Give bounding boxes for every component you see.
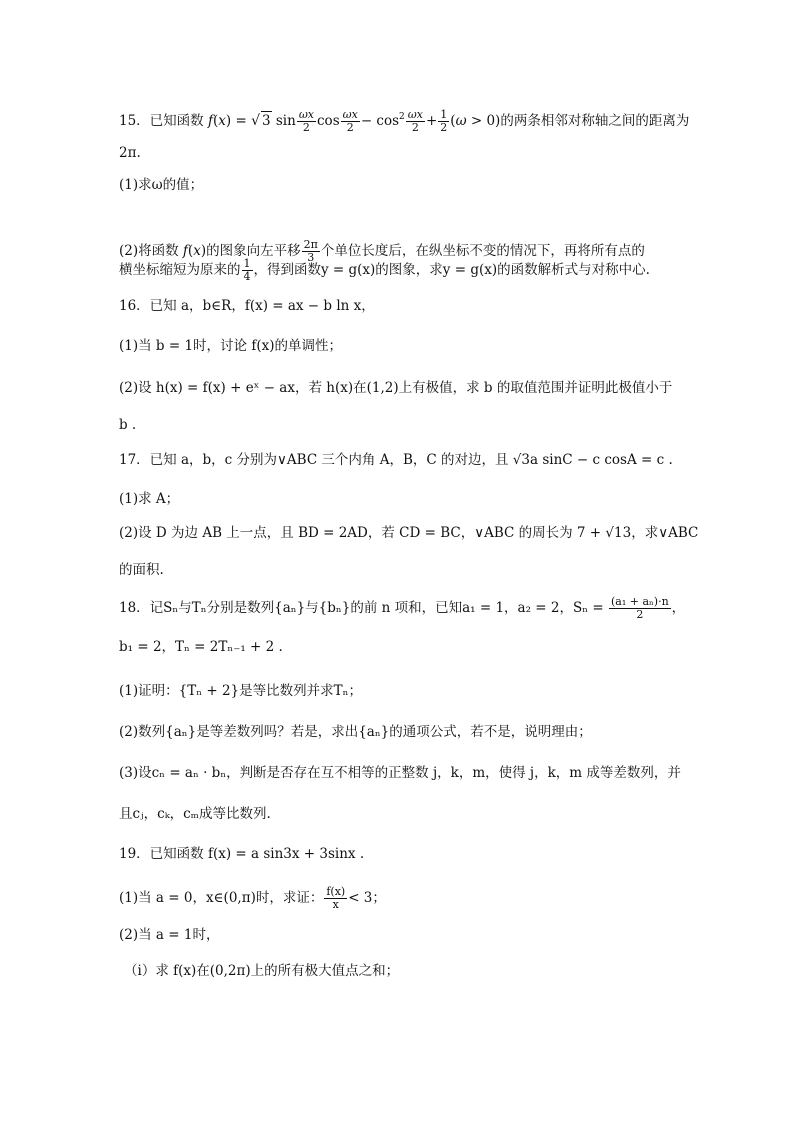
p19-q2: (2)当 a = 1时， (119, 927, 220, 943)
p17-q2: (2)设 D 为边 AB 上一点，且 BD = 2AD，若 CD = BC，∨ABC 的周长为 7 + √13，求∨ABC (119, 525, 699, 541)
p18-frac-num: (a₁ + aₙ)·n (611, 595, 669, 608)
p18-q1: (1)证明：{Tₙ + 2}是等比数列并求Tₙ； (119, 683, 362, 699)
p16-q1: (1)当 b = 1时，讨论 f(x)的单调性； (119, 338, 342, 354)
p19-frac-den: x (332, 898, 339, 911)
p16-q2-end: b . (119, 417, 137, 433)
p16-q2: (2)设 h(x) = f(x) + eˣ − ax，若 h(x)在(1,2)上有极值，求 b 的取值范围并证明此极值小于 (119, 380, 673, 396)
p15-q2-line1: (2)将函数 f(x)的图象向左平移 $\frac{2\pi}{3}$ 个单位长度后，在纵坐标不变的情况下，再将所有点的 (119, 238, 645, 264)
p15-q2-line2: 横坐标缩短为原来的 $\frac{1}{4}$ ，得到函数y = g(x)的图象，求y = g(x)的函数解析式与对称中心. (119, 257, 650, 283)
p17-q2-end: 的面积. (119, 562, 164, 578)
p18-line2: b₁ = 2，Tₙ = 2Tₙ₋₁ + 2 . (119, 639, 283, 655)
p19-q1: (1)当 a = 0，x∈(0,π)时，求证： $\frac{f(x)}{x}$ < 3； (119, 885, 386, 911)
p19-line1: 19．已知函数 f(x) = a sin3x + 3sinx . (119, 846, 365, 862)
p18-frac-den: 2 (636, 608, 644, 621)
p18-q3-end: 且cⱼ，cₖ，cₘ成等比数列. (119, 806, 271, 822)
p15-line2: 2π. (119, 145, 141, 161)
p15-formula: f(x) = √ 3 sin $\frac{\omega x}{2}$ cos $\frac{\omega x}{2}$ − $\cos^2$ $\frac{\omega x}{2}$ + $\frac{1}{2}$ (ω > 0) (207, 108, 501, 134)
p17-line1: 17．已知 a，b，c 分别为∨ABC 三个内角 A，B，C 的对边，且 √3a sinC − c cosA = c . (119, 452, 673, 468)
p19-frac-num: f(x) (326, 885, 346, 898)
p18-q3: (3)设cₙ = aₙ · bₙ，判断是否存在互不相等的正整数 j，k，m，使得 j，k，m 成等差数列，并 (119, 765, 681, 781)
p18-line1: 18．记Sₙ与Tₙ分别是数列{aₙ}与{bₙ}的前 n 项和，已知a₁ = 1，a₂ = 2，Sₙ = $\frac{\text{(a₁ + aₙ)·n}}{2}$ ， (119, 595, 686, 621)
p15-q1: (1)求ω的值； (119, 177, 204, 193)
p19-q2-i: （ⅰ）求 f(x)在(0,2π)上的所有极大值点之和； (124, 963, 400, 979)
p16-line1: 16．已知 a，b∈R，f(x) = ax − b ln x， (119, 298, 375, 314)
p17-q1: (1)求 A； (119, 491, 180, 507)
p15-line1: 15．已知函数 f(x) = √ 3 sin $\frac{\omega x}{2}$ cos $\frac{\omega x}{2}$ − $\cos^2$ $\frac{\omega x}{2}$ + $\frac{1}{2}$ (ω > 0)的两条相邻对称轴之间的距离为 (119, 108, 690, 134)
p18-q2: (2)数列{aₙ}是等差数列吗？若是，求出{aₙ}的通项公式，若不是，说明理由； (119, 724, 592, 740)
